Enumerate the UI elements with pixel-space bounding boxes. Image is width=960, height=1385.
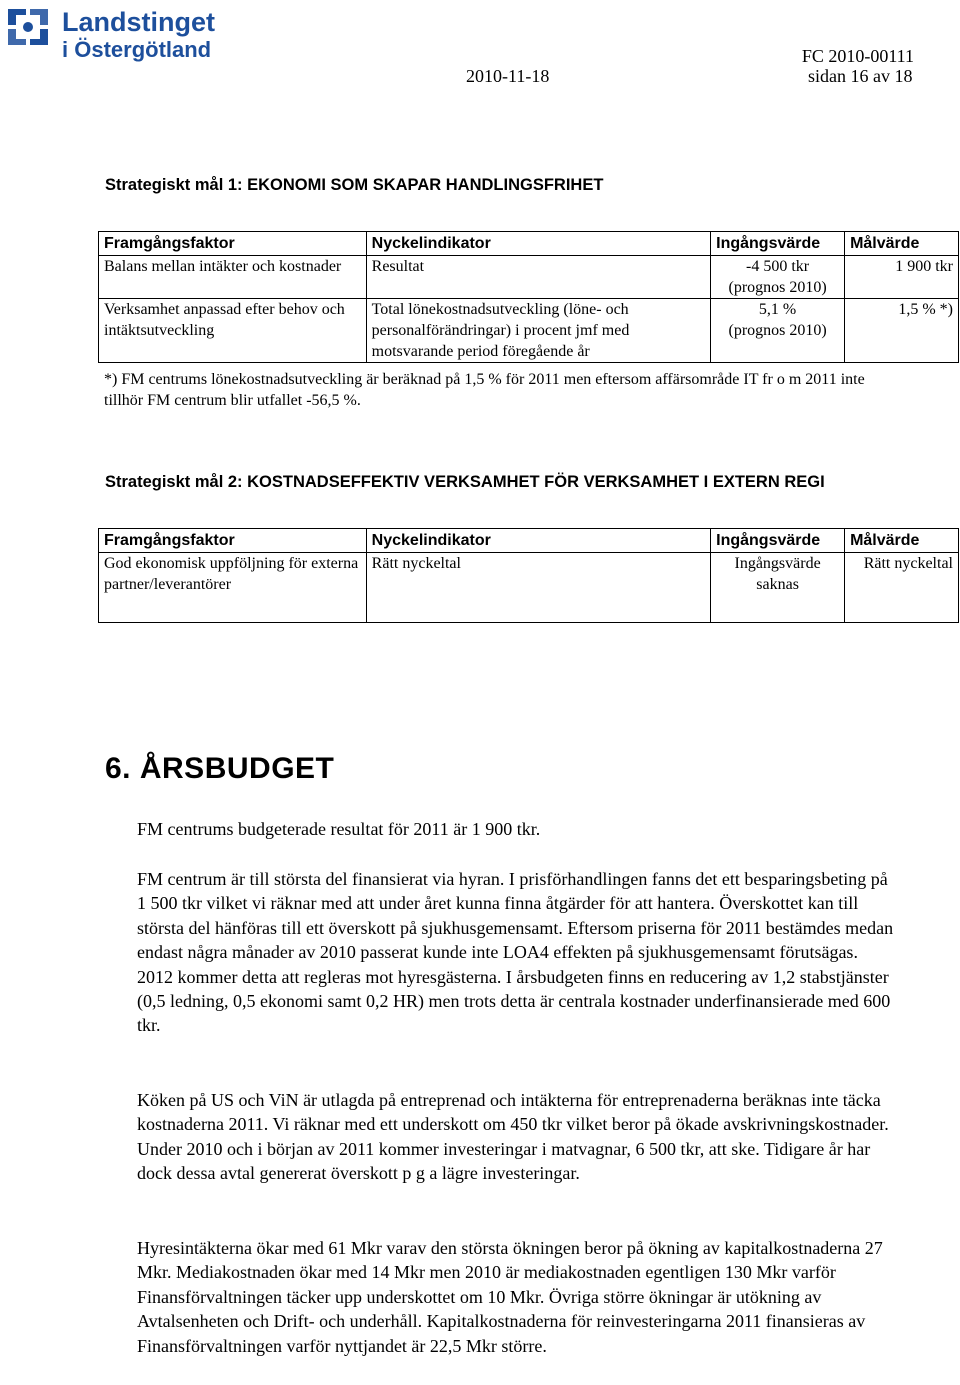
column-header: Målvärde: [845, 529, 959, 553]
goal2-table: [98, 528, 959, 623]
table-header-row: [99, 529, 959, 553]
column-header: Nyckelindikator: [366, 529, 710, 553]
body-paragraph: [137, 867, 897, 1038]
indicator-cell: Rätt nyckeltal: [366, 553, 710, 623]
initial-value-note: (prognos 2010): [728, 322, 827, 339]
initial-value-cell: [711, 299, 845, 363]
table-header-row: [99, 232, 959, 256]
factor-cell: Verksamhet anpassad efter behov och intäktsutveckling: [99, 299, 367, 363]
initial-value-cell: [711, 256, 845, 299]
target-cell: 1 900 tkr: [845, 256, 959, 299]
paragraph-text: FM centrums budgeterade resultat för 2011 är 1 900 tkr.: [137, 819, 541, 839]
document-reference: FC 2010-00111: [801, 46, 914, 66]
footnote-mark: *): [104, 371, 118, 388]
indicator-cell: Total lönekostnadsutveckling (löne- och personalförändringar) i procent jmf med motsvarande period föregående år: [366, 299, 710, 363]
column-header: Ingångsvärde: [711, 529, 845, 553]
footnote: [104, 369, 904, 411]
paragraph-text: FM centrum är till största del finansierat via hyran. I prisförhandlingen fanns det ett besparingsbeting på 1 500 tkr vilket vi räknar med att under året kunna finna åtgärder för att hantera. Överskottet kan till största del hänföras till ett överskott på sjukhusgemensamt. Eftersom priserna för 2011 bestämdes medan endast några månader av 2010 passerat kunde inte LOA4 effekten på sjukhusgemensamt förutsägas. 2012 kommer detta att regleras mot hyresgästerna. I årsbudgeten finns en reducering av 1,2 stabstjänster (0,5 ledning, 0,5 ekonomi samt 0,2 HR) men trots detta är centrala kostnader underfinansierade med 600 tkr.: [137, 869, 894, 1036]
factor-cell: Balans mellan intäkter och kostnader: [99, 256, 367, 299]
initial-value-cell: Ingångsvärde saknas: [711, 553, 845, 623]
logo-line1: Landstinget: [62, 7, 215, 37]
landstinget-logo: [4, 3, 234, 63]
body-paragraph: [137, 817, 897, 841]
footnote-text: FM centrums lönekostnadsutveckling är beräknad på 1,5 % för 2011 men eftersom affärsområde IT fr o m 2011 inte tillhör FM centrum blir utfallet -56,5 %.: [104, 371, 865, 409]
goal2-title: Strategiskt mål 2: KOSTNADSEFFEKTIV VERKSAMHET FÖR VERKSAMHET I EXTERN REGI: [105, 473, 825, 491]
initial-value: -4 500 tkr: [746, 258, 810, 275]
body-paragraph: [137, 1236, 897, 1358]
paragraph-text: Köken på US och ViN är utlagda på entreprenad och intäkterna för entreprenaderna beräknas inte täcka kostnaderna 2011. Vi räknar med ett underskott om 450 tkr vilket beror på ökade avskrivningskostnader. Under 2010 och i början av 2011 kommer investeringar i matvagnar, 6 500 tkr, att ske. Tidigare år har dock dessa avtal genererat överskott p g a lägre investeringar.: [137, 1090, 889, 1184]
column-header: Framgångsfaktor: [99, 529, 367, 553]
initial-value: 5,1 %: [758, 301, 797, 318]
initial-value-note: (prognos 2010): [728, 279, 827, 296]
indicator-cell: Resultat: [366, 256, 710, 299]
page-number: sidan 16 av 18: [808, 66, 913, 86]
factor-cell: God ekonomisk uppföljning för externa partner/leverantörer: [99, 553, 367, 623]
table-row: [99, 299, 959, 363]
column-header: Framgångsfaktor: [99, 232, 367, 256]
document-date: 2010-11-18: [466, 66, 550, 86]
target-cell: 1,5 % *): [845, 299, 959, 363]
goal1-table: [98, 231, 959, 363]
goal1-title: Strategiskt mål 1: EKONOMI SOM SKAPAR HANDLINGSFRIHET: [105, 176, 604, 194]
logo-line2: i Östergötland: [62, 37, 212, 62]
section-heading: 6. ÅRSBUDGET: [105, 752, 335, 785]
target-cell: Rätt nyckeltal: [845, 553, 959, 623]
column-header: Målvärde: [845, 232, 959, 256]
paragraph-text: Hyresintäkterna ökar med 61 Mkr varav den största ökningen beror på ökning av kapitalkostnaderna 27 Mkr. Mediakostnaden ökar med 14 Mkr men 2010 är mediakostnaden egentligen 130 Mkr varför Finansförvaltningen täcker upp underskottet om 10 Mkr. Övriga större ökningar är utökning av Avtalsenheten och Drift- och underhåll. Kapitalkostnaderna för reinvesteringarna 2011 finansieras av Finansförvaltningen varför nyttjandet är 22,5 Mkr större.: [137, 1238, 883, 1356]
column-header: Nyckelindikator: [366, 232, 710, 256]
body-paragraph: [137, 1088, 897, 1186]
table-row: [99, 553, 959, 623]
table-row: [99, 256, 959, 299]
column-header: Ingångsvärde: [711, 232, 845, 256]
